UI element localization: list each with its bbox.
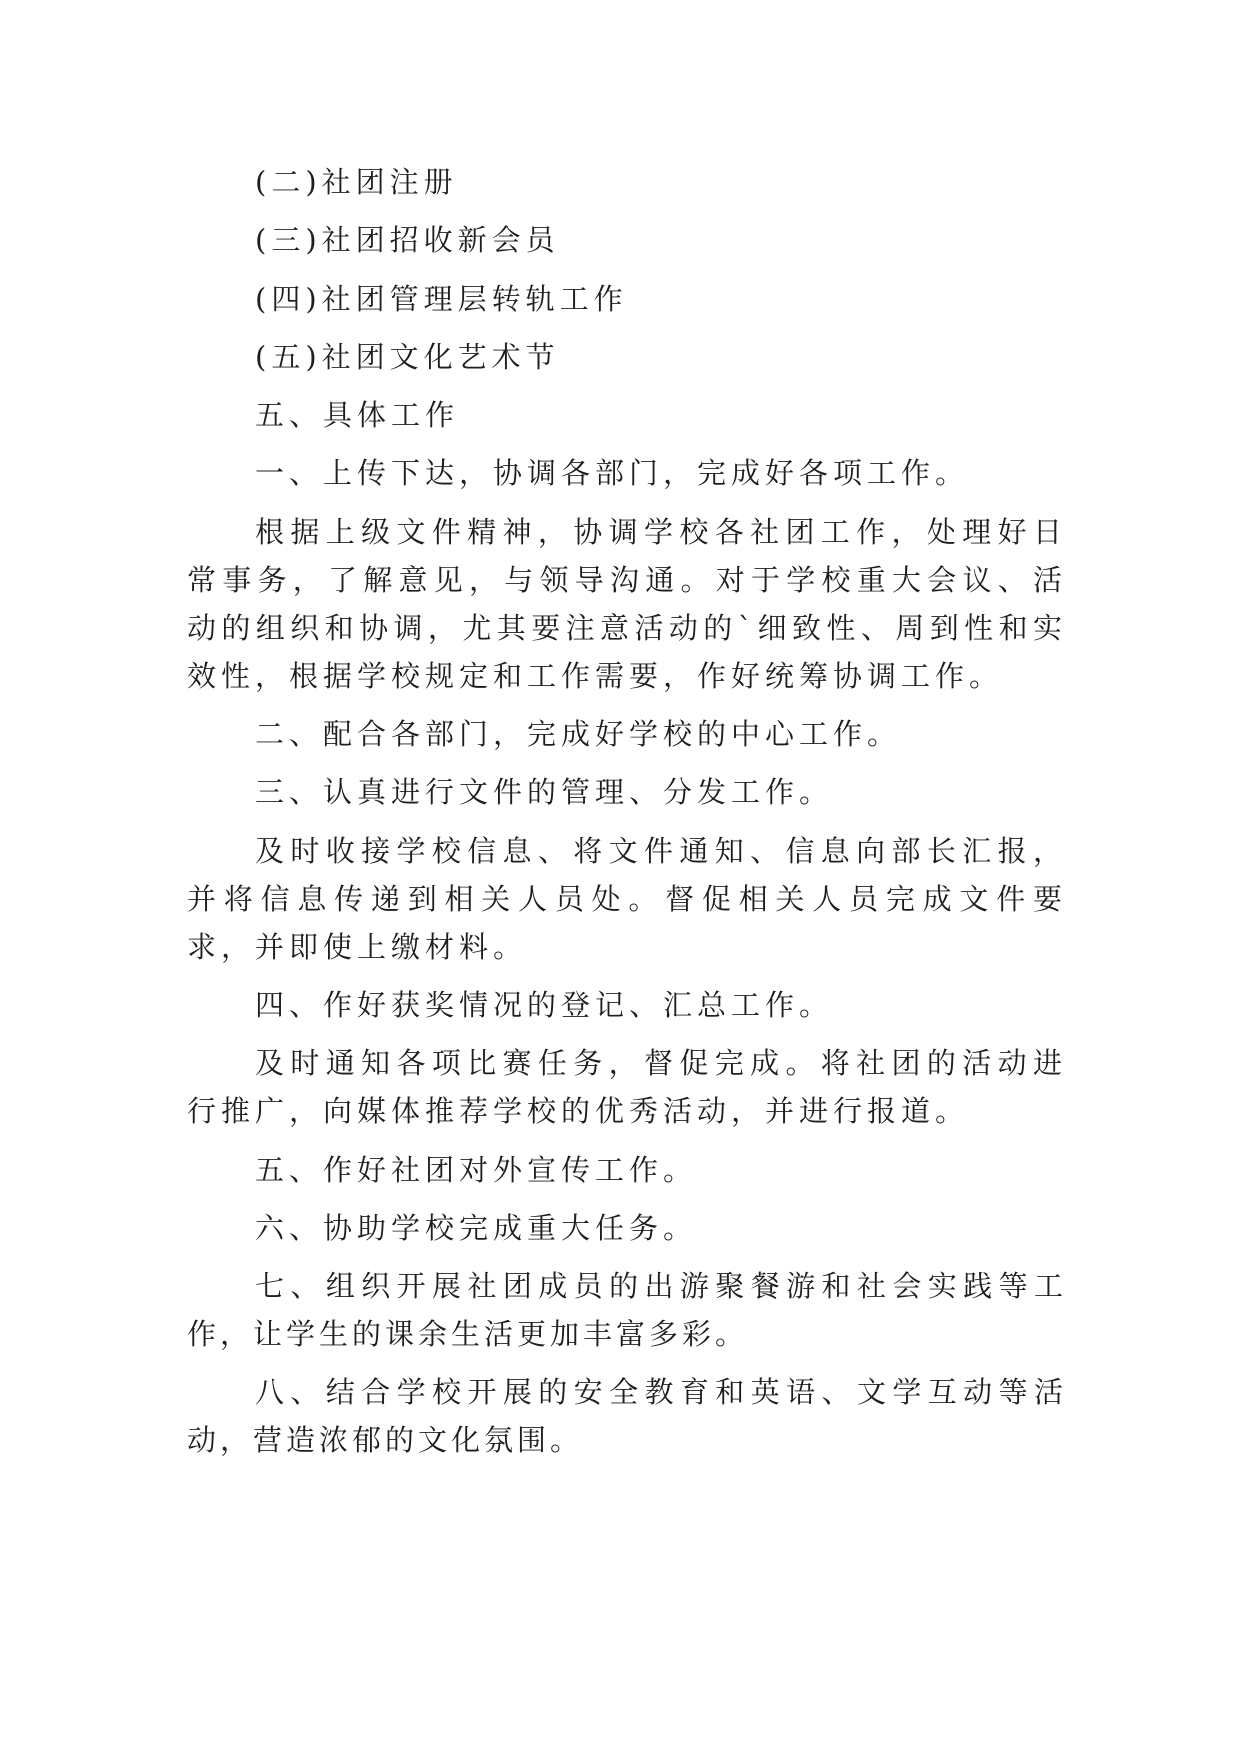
paragraph: (五)社团文化艺术节 <box>255 339 560 374</box>
paragraph: 及时通知各项比赛任务，督促完成。将社团的活动进行推广，向媒体推荐学校的优秀活动，并进行报道。 <box>187 1046 1067 1129</box>
paragraph: 四、作好获奖情况的登记、汇总工作。 <box>255 987 834 1022</box>
document-body <box>187 158 1067 1475</box>
paragraph: 八、结合学校开展的安全教育和英语、文学互动等活动，营造浓郁的文化氛围。 <box>187 1375 1067 1458</box>
paragraph: (二)社团注册 <box>255 165 458 199</box>
paragraph: 根据上级文件精神，协调学校各社团工作，处理好日常事务，了解意见，与领导沟通。对于学校重大会议、活动的组织和协调，尤其要注意活动的`细致性、周到性和实效性，根据学校规定和工作需要，作好统筹协调工作。 <box>187 514 1067 693</box>
paragraph: 七、组织开展社团成员的出游聚餐游和社会实践等工作，让学生的课余生活更加丰富多彩。 <box>187 1269 1067 1352</box>
paragraph: 二、配合各部门，完成好学校的中心工作。 <box>255 717 902 752</box>
paragraph: (四)社团管理层转轨工作 <box>255 281 628 316</box>
paragraph: 六、协助学校完成重大任务。 <box>255 1210 698 1245</box>
paragraph: 及时收接学校信息、将文件通知、信息向部长汇报，并将信息传递到相关人员处。督促相关人员完成文件要求，并即使上缴材料。 <box>187 833 1067 964</box>
paragraph: 五、作好社团对外宣传工作。 <box>255 1152 698 1187</box>
section-heading: 五、具体工作 <box>255 398 460 433</box>
paragraph: 一、上传下达，协调各部门，完成好各项工作。 <box>255 456 970 491</box>
paragraph: (三)社团招收新会员 <box>255 223 560 258</box>
paragraph: 三、认真进行文件的管理、分发工作。 <box>255 775 834 810</box>
